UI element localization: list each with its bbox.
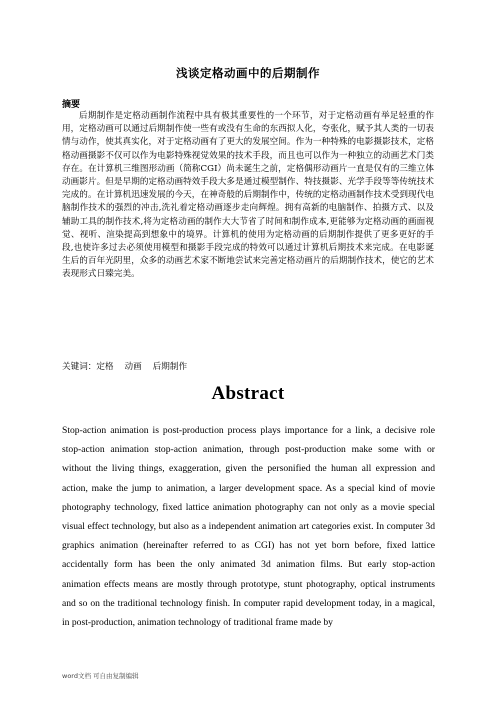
keywords-label: 关键词：: [62, 362, 97, 372]
keywords-line: [62, 360, 187, 372]
keyword-item: 后期制作: [152, 362, 188, 372]
keyword-item: 定格: [96, 362, 114, 372]
page-footer: word文档 可自由复制编辑: [62, 672, 139, 680]
keyword-item: 动画: [124, 362, 142, 372]
abstract-english-heading: Abstract: [211, 383, 285, 404]
abstract-heading: 摘要: [62, 100, 81, 110]
document-title: 浅谈定格动画中的后期制作: [176, 66, 320, 80]
abstract-chinese-paragraph: 后期制作是定格动画制作流程中具有极其重要性的一个环节，对于定格动画有举足轻重的作用，定格动画可以通过后期制作使一些有或没有生命的东西拟人化，夸张化，赋予其人类的一切表情与动作，使其真实化，对于定格动画有了更大的发展空间。作为一种特殊的电影摄影技术，定格格动画摄影不仅可以作为电影特殊视觉效果的技术手段，而且也可以作为一种独立的动画艺术门类存在。在计算机三维图形动画（简称CGI）尚未诞生之前，定格偶形动画片一直是仅有的三维立体动画影片。但是早期的定格动画特效手段大多是通过模型制作、特技摄影、光学手段等等传统技术完成的。在计算机迅速发展的今天，在神奇般的后期制作中，传统的定格动画制作技术受到现代电脑制作技术的强烈的冲击,洗礼着定格动画逐步走向辉煌。拥有高新的电脑制作、拍摄方式、以及辅助工具的制作技术,将为定格动画的制作大大节省了时间和制作成本,更能够为定格动画的画面视觉、视听、渲染提高到想象中的境界。计算机的使用为定格动画的后期制作提供了更多更好的手段,也使许多过去必须使用模型和摄影手段完成的特效可以通过计算机后期技术来完成。在电影诞生后的百年光阴里，众多的动画艺术家不断地尝试来完善定格动画片的后期制作技术，使它的艺术表现形式日臻完美。: [62, 111, 434, 280]
abstract-english-paragraph: Stop-action animation is post-production process plays importance for a link, a decisive role stop-action animation stop-action animation, through post-production make some with or without the living things, exaggeration, given the personified the human all expression and action, make the jump to animation, a larger development space. As a special kind of movie photography technology, fixed lattice animation photography can not only as a movie special visual effect technology, but also as a independent animation art categories exist. In computer 3d graphics animation (hereinafter referred to as CGI) has not yet born before, fixed lattice accidentally form has been the only animated 3d animation films. But early stop-action animation effects means are mostly through prototype, stunt photography, optical instruments and so on the traditional technology finish. In computer rapid development today, in a magical, in post-production, animation technology of traditional frame made by: [62, 425, 435, 629]
